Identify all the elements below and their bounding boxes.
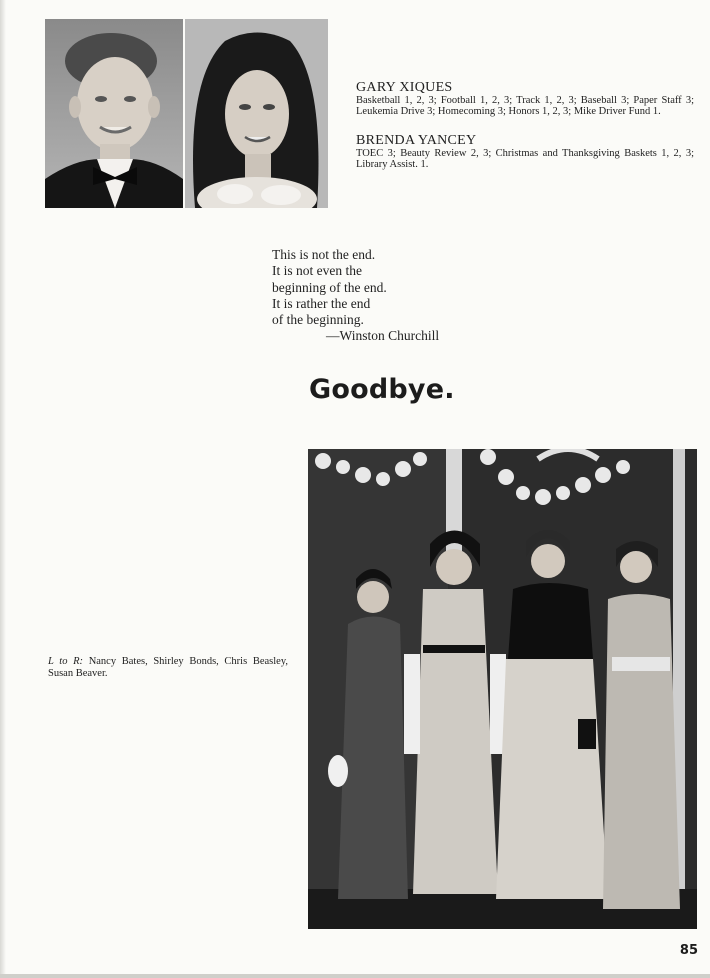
senior-bio-gary-xiques [356,80,694,117]
caption-names: Nancy Bates, Shirley Bonds, Chris Beasley, Susan Beaver. [48,656,289,679]
portrait-photo-gary-xiques [45,19,183,208]
page-number: 85 [679,943,698,958]
churchill-quote [272,247,492,345]
quote-line: beginning of the end. [272,279,387,295]
page-binding-edge [0,0,6,978]
group-photo-caption [48,656,288,680]
group-photo [308,449,697,929]
caption-prefix: L to R: [48,656,84,667]
quote-attribution: —Winston Churchill [326,328,440,344]
portrait-image [45,19,183,208]
goodbye-headline: Goodbye. [309,374,455,405]
portrait-photo-brenda-yancey [185,19,328,208]
portrait-image [185,19,328,208]
group-photo-image [308,449,697,929]
quote-line: This is not the end. [272,247,376,262]
senior-activities: TOEC 3; Beauty Review 2, 3; Christmas and Thanksgiving Baskets 1, 2, 3; Library Assist. 1. [356,148,694,170]
senior-activities: Basketball 1, 2, 3; Football 1, 2, 3; Track 1, 2, 3; Baseball 3; Paper Staff 3; Leukemia Drive 3; Homecoming 3; Honors 1, 2, 3; Mike Driver Fund 1. [356,95,694,117]
quote-line: It is rather the end [272,295,371,311]
senior-bio-brenda-yancey [356,133,694,170]
quote-line: of the beginning. [272,312,364,328]
page-bottom-edge [0,974,710,978]
senior-name: GARY XIQUES [356,80,453,95]
senior-name: BRENDA YANCEY [356,133,477,148]
quote-line: It is not even the [272,263,362,279]
